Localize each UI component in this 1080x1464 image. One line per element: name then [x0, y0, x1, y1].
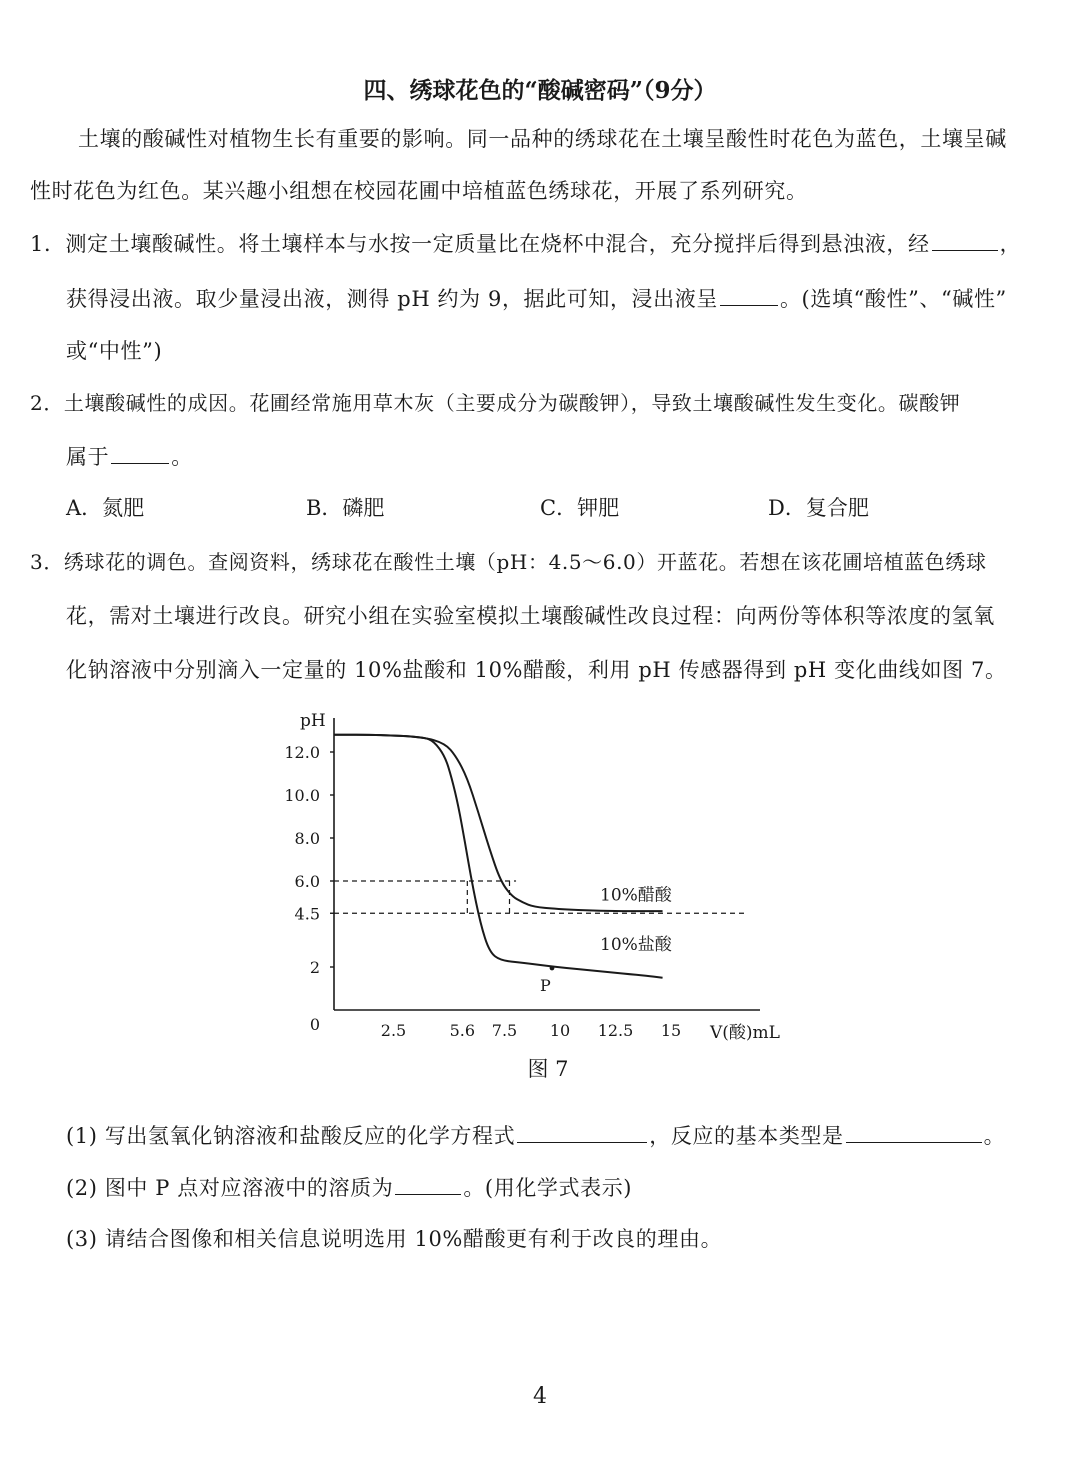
q2-option-a: A．氮肥: [66, 496, 145, 520]
sub-q2-blank[interactable]: [395, 1172, 461, 1195]
x-tick-label: 2.5: [380, 1021, 407, 1040]
y-ticks: [284, 743, 334, 1034]
ph-chart: [0, 700, 1080, 1120]
sub-q2-text-a: (2) 图中 P 点对应溶液中的溶质为: [66, 1176, 394, 1200]
y-tick-label: 2: [309, 958, 320, 977]
x-tick-label: 15: [660, 1021, 682, 1040]
series-label-hcl: 10%盐酸: [600, 934, 672, 955]
point-p-marker: [550, 966, 555, 971]
sub-q1-blank-2[interactable]: [846, 1120, 982, 1143]
q1-line-2: [66, 283, 1007, 314]
q1-text: 1．测定土壤酸碱性。将土壤样本与水按一定质量比在烧杯中混合，充分搅拌后得到悬浊液，经: [30, 232, 930, 256]
y-tick-label: 4.5: [294, 904, 320, 924]
y-tick-label: 0: [309, 1015, 320, 1034]
x-axis-label: V(酸)mL: [710, 1023, 780, 1043]
figure-caption: 图 7: [527, 1057, 569, 1081]
series-label-acetic: 10%醋酸: [600, 885, 672, 906]
sub-q3: (3) 请结合图像和相关信息说明选用 10%醋酸更有利于改良的理由。: [66, 1227, 723, 1251]
x-tick-label: 12.5: [597, 1021, 634, 1040]
page-number: 4: [533, 1384, 547, 1409]
sub-q1-text-c: 。: [983, 1124, 1006, 1148]
q2-line-1: 2．土壤酸碱性的成因。花圃经常施用草木灰（主要成分为碳酸钾），导致土壤酸碱性发生变化。碳酸钾: [30, 391, 961, 415]
q1-blank-1[interactable]: [932, 228, 998, 251]
x-tick-label: 5.6: [449, 1021, 476, 1040]
q2-blank[interactable]: [111, 441, 169, 464]
intro-line-1: 土壤的酸碱性对植物生长有重要的影响。同一品种的绣球花在土壤呈酸性时花色为蓝色，土壤呈碱: [78, 127, 1007, 151]
x-tick-label: 10: [549, 1021, 571, 1040]
q2-option-d: D．复合肥: [768, 496, 869, 520]
q2-text-2b: 。: [171, 445, 193, 469]
x-ticks: [381, 1021, 681, 1040]
y-axis-label: pH: [300, 711, 326, 731]
y-tick-label: 12.0: [284, 743, 320, 762]
sub-q1-text-b: ，反应的基本类型是: [649, 1124, 844, 1148]
section-title: 四、绣球花色的“酸碱密码”（9分）: [363, 77, 717, 104]
sub-q2: [66, 1172, 632, 1203]
q1-comma: ，: [999, 232, 1022, 256]
q1-blank-2[interactable]: [720, 283, 778, 306]
x-tick-label: 7.5: [491, 1021, 518, 1040]
sub-q1: [66, 1120, 1005, 1151]
sub-q1-blank-1[interactable]: [517, 1120, 647, 1143]
q3-line-1: 3．绣球花的调色。查阅资料，绣球花在酸性土壤（pH：4.5～6.0）开蓝花。若想在该花圃培植蓝色绣球: [30, 550, 987, 574]
sub-q2-text-b: 。(用化学式表示): [463, 1176, 633, 1200]
q3-line-3: 化钠溶液中分别滴入一定量的 10%盐酸和 10%醋酸，利用 pH 传感器得到 pH 变化曲线如图 7。: [66, 658, 1007, 682]
y-tick-label: 10.0: [284, 786, 320, 805]
series-labels: [540, 885, 673, 995]
q2-option-b: B．磷肥: [306, 496, 385, 520]
q1-line-1: [30, 228, 1021, 259]
sub-q1-text-a: (1) 写出氢氧化钠溶液和盐酸反应的化学方程式: [66, 1124, 516, 1148]
q3-line-2: 花，需对土壤进行改良。研究小组在实验室模拟土壤酸碱性改良过程：向两份等体积等浓度的氢氧: [66, 604, 995, 628]
q1-text-2a: 获得浸出液。取少量浸出液，测得 pH 约为 9，据此可知，浸出液呈: [66, 287, 718, 311]
point-p-label: P: [540, 976, 551, 995]
q2-option-c: C．钾肥: [540, 496, 620, 520]
y-tick-label: 6.0: [294, 872, 320, 891]
q2-line-2: [66, 441, 193, 472]
intro-line-2: 性时花色为红色。某兴趣小组想在校园花圃中培植蓝色绣球花，开展了系列研究。: [30, 179, 808, 203]
y-tick-label: 8.0: [294, 829, 320, 848]
q1-text-2b: 。(选填“酸性”、“碱性”: [779, 287, 1007, 311]
q1-line-3: 或“中性”): [66, 339, 163, 363]
q2-text-2a: 属于: [66, 445, 110, 469]
